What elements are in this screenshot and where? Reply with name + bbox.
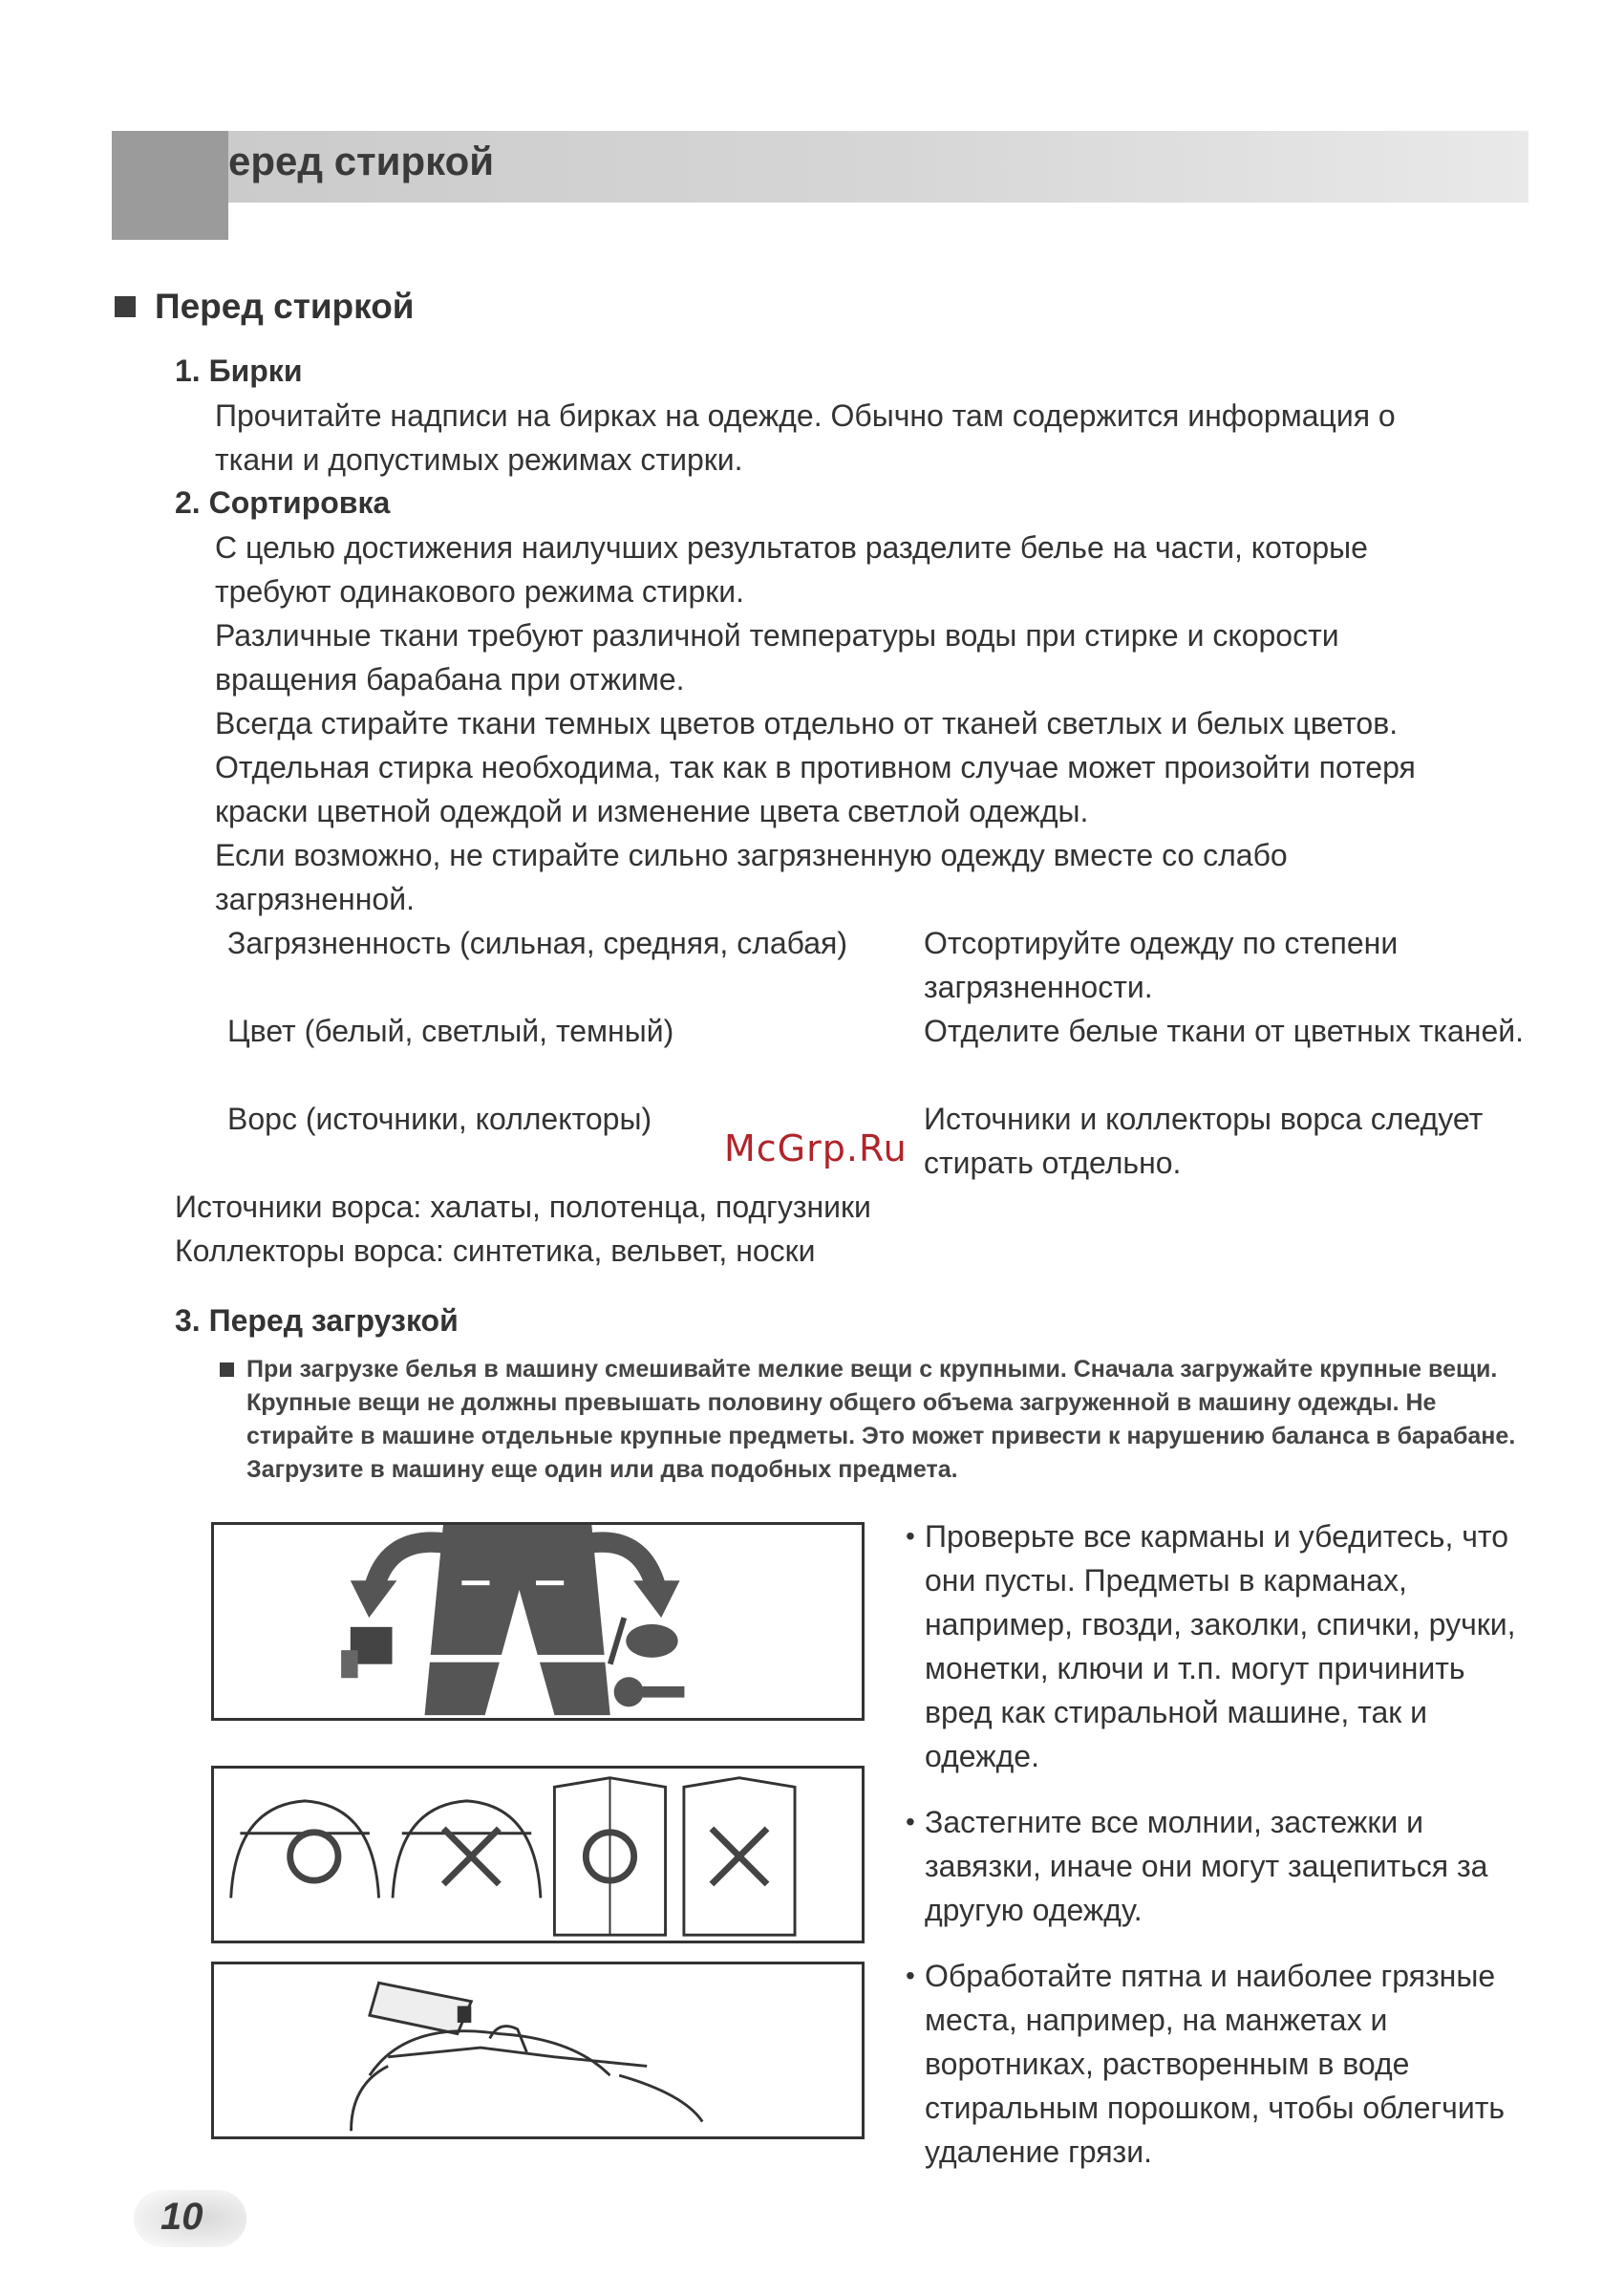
section-title-text: Перед стиркой xyxy=(155,287,415,326)
item-3-heading: 3. Перед загрузкой xyxy=(175,1303,459,1338)
loading-note-text: При загрузке белья в машину смешивайте мелкие вещи с крупными. Сначала загружайте крупные вещи. Крупные вещи не должны превышать половину общего объема загруженной в машину одежды. Не стирайте в машине отдельные крупные предметы. Это может привести к нарушению баланса в барабане. Загрузите в машину еще один или два подобных предмета. xyxy=(246,1356,1516,1483)
lint-collectors-text: Коллекторы ворса: синтетика, вельвет, носки xyxy=(175,1234,816,1268)
item-2-line-2: требуют одинакового режима стирки. xyxy=(215,574,745,609)
bullet-stains-text: Обработайте пятна и наиболее грязные места, например, на манжетах и воротниках, растворенным в воде стиральным порошком, чтобы облегчить удаление грязи. xyxy=(925,1959,1506,2169)
chapter-title: еред стиркой xyxy=(228,139,495,183)
lint-sources-text: Источники ворса: халаты, полотенца, подгузники xyxy=(175,1190,871,1224)
sort-advice-lint: Источники и коллекторы ворса следует стирать отдельно. xyxy=(924,1102,1484,1180)
item-2-line-4: вращения барабана при отжиме. xyxy=(215,662,685,697)
wrong-mark-icon xyxy=(443,1829,499,1884)
bullet-pockets xyxy=(906,1514,1536,1778)
item-1-heading: 1. Бирки xyxy=(175,354,303,388)
bullet-dot-icon: • xyxy=(906,1521,915,1551)
item-2-line-9: загрязненной. xyxy=(215,882,415,916)
trouser-waist-icon xyxy=(231,1801,379,1899)
bullet-pockets-text: Проверьте все карманы и убедитесь, что они пусты. Предметы в карманах, например, гвозди, заколки, спички, ручки, монетки, ключи и т.п. могут причинить вред как стиральной машине, так и одежде. xyxy=(925,1519,1516,1773)
sort-criterion-soil: Загрязненность (сильная, средняя, слабая) xyxy=(227,926,848,960)
item-2-line-7: краски цветной одеждой и изменение цвета светлой одежды. xyxy=(215,794,1089,828)
wrong-mark-icon xyxy=(712,1829,767,1884)
bullet-dot-icon: • xyxy=(906,1807,915,1836)
bullet-fasteners xyxy=(906,1800,1536,1932)
bullet-fasteners-text: Застегните все молнии, застежки и завязки, иначе они могут зацепиться за другую одежду. xyxy=(925,1805,1488,1927)
watermark: McGrp.Ru xyxy=(724,1127,908,1169)
loading-note xyxy=(220,1353,1519,1487)
item-2-line-1: С целью достижения наилучших результатов разделите белье на части, которые xyxy=(215,530,1368,565)
item-1-line-2: ткани и допустимых режимах стирки. xyxy=(215,442,743,477)
page-number: 10 xyxy=(160,2196,203,2238)
section-title xyxy=(115,287,415,327)
fasteners-illustration xyxy=(211,1766,865,1943)
sort-advice-color: Отделите белые ткани от цветных тканей. xyxy=(924,1014,1525,1048)
sort-criterion-color: Цвет (белый, светлый, темный) xyxy=(227,1014,674,1048)
sort-criterion-lint: Ворс (источники, коллекторы) xyxy=(227,1102,652,1136)
item-2-line-6: Отдельная стирка необходима, так как в противном случае может произойти потеря xyxy=(215,750,1416,784)
bullet-dot-icon: • xyxy=(906,1961,915,1990)
item-2-line-3: Различные ткани требуют различной температуры воды при стирке и скорости xyxy=(215,618,1339,653)
pockets-illustration xyxy=(211,1522,865,1721)
item-2-line-5: Всегда стирайте ткани темных цветов отдельно от тканей светлых и белых цветов. xyxy=(215,706,1399,740)
stain-treatment-illustration xyxy=(211,1962,865,2139)
correct-mark-icon xyxy=(290,1833,338,1880)
chapter-header-block xyxy=(112,131,228,240)
item-1-line-1: Прочитайте надписи на бирках на одежде. Обычно там содержится информация о xyxy=(215,398,1396,433)
sort-advice-soil: Отсортируйте одежду по степени загрязненности. xyxy=(924,926,1399,1004)
trousers-pockets-icon xyxy=(214,1525,862,1718)
bullet-stains xyxy=(906,1954,1536,2174)
item-2-heading: 2. Сортировка xyxy=(175,485,391,520)
detergent-bottle-icon xyxy=(370,1983,471,2033)
square-bullet-icon xyxy=(115,296,136,317)
collar-icon xyxy=(388,2048,647,2066)
square-bullet-icon xyxy=(220,1362,234,1377)
item-2-line-8: Если возможно, не стирайте сильно загрязненную одежду вместе со слабо xyxy=(215,838,1288,872)
